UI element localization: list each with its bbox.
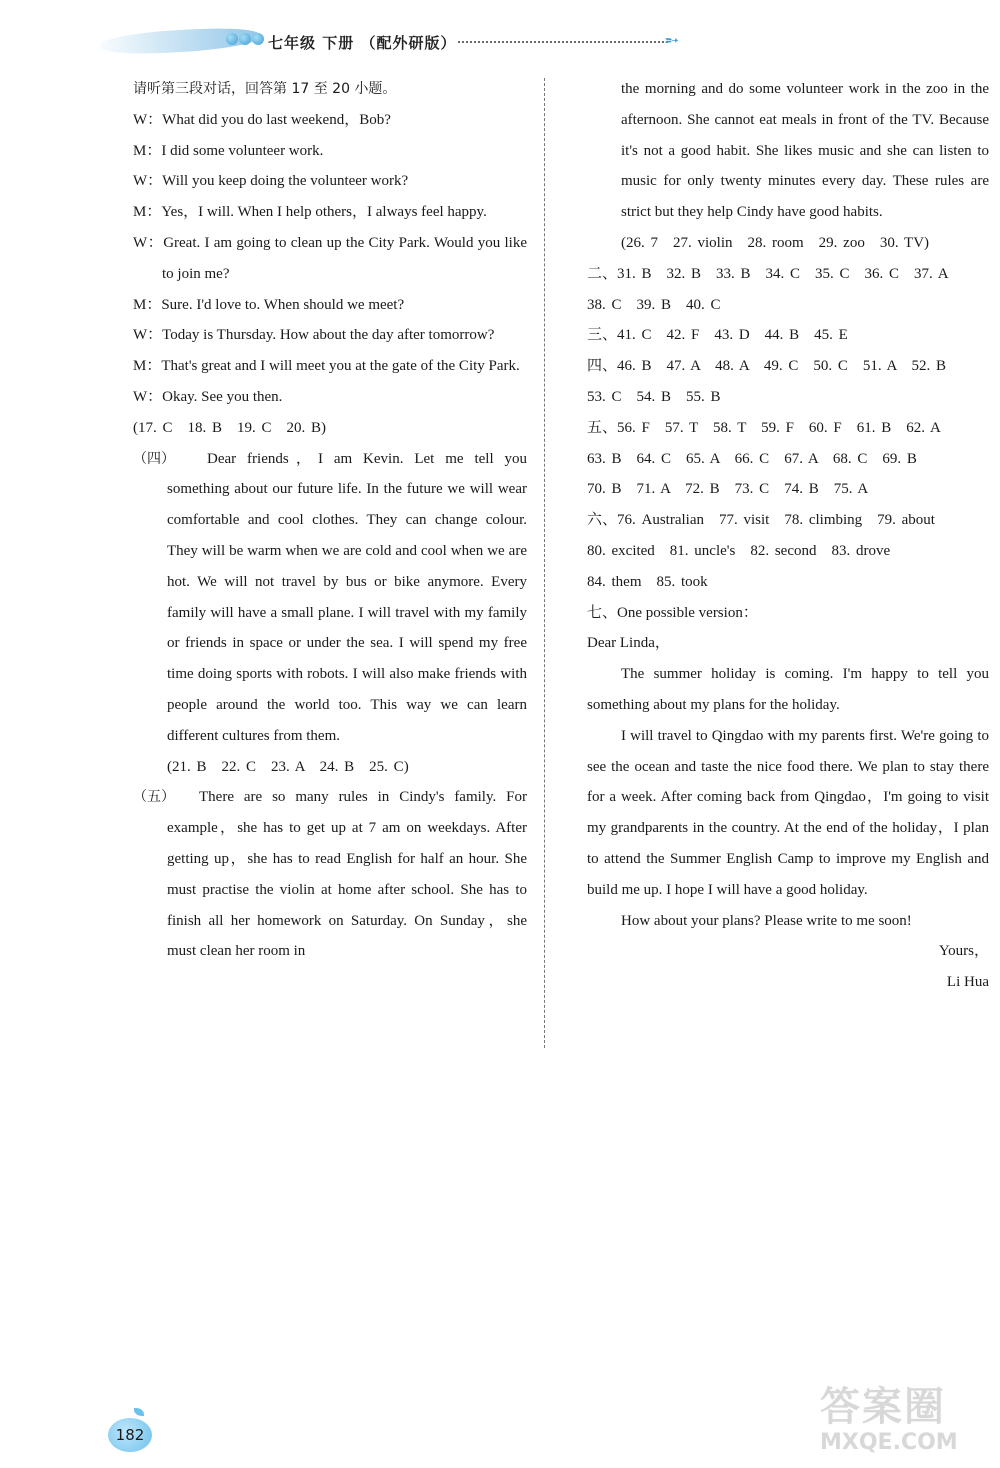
- section-5-passage-continued: the morning and do some volunteer work in the zoo in the afternoon. She cannot eat meals in front of the TV. Because it's not a good habit. She likes music and she can listen to music for only twenty minutes every day. These rules are strict but they help Cindy have good habits.: [621, 81, 989, 221]
- section-5-label: （五）: [133, 789, 175, 806]
- dialogue-line: M：Sure. I'd love to. When should we meet?: [133, 296, 405, 313]
- dialogue-line: W：Okay. See you then.: [133, 388, 283, 405]
- letter-greeting: Dear Linda，: [587, 635, 670, 652]
- section-4-label: （四）: [133, 450, 175, 467]
- dialogue-line: M：I did some volunteer work.: [133, 142, 324, 159]
- left-column: [133, 74, 527, 967]
- answer-key-part-6: 六、76. Australian 77. visit 78. climbing 79. about: [587, 512, 935, 529]
- section-5-block: [133, 782, 527, 967]
- answer-key-21-25: (21. B 22. C 23. A 24. B 25. C): [167, 758, 409, 775]
- listening-instruction: 请听第三段对话，回答第 17 至 20 小题。: [133, 81, 397, 97]
- answer-key-part-2-cont: 38. C 39. B 40. C: [587, 296, 721, 313]
- answer-key-part-5-cont: 70. B 71. A 72. B 73. C 74. B 75. A: [587, 481, 869, 498]
- letter-paragraph: I will travel to Qingdao with my parents first. We're going to see the ocean and taste the nice food there. We plan to stay there for a week. After coming back from Qingdao，I'm going to visit my grandparents in the country. At the end of the holiday，I plan to attend the Summer English Camp to improve my English and build me up. I hope I will have a good holiday.: [587, 727, 989, 898]
- right-column: [587, 74, 989, 998]
- book-title: 七年级 下册 （配外研版）: [268, 34, 457, 52]
- leaf-icon: [134, 1408, 144, 1416]
- section-5-passage: There are so many rules in Cindy's family. For example，she has to get up at 7 am on weekdays. After getting up，she has to read English for half an hour. She must practise the violin at home after school. She has to finish all her homework on Saturday. On Sunday，she must clean her room in: [167, 789, 527, 960]
- header-dotted-rule: [458, 41, 668, 43]
- page-header: [0, 0, 1000, 70]
- arrow-right-icon: ➵: [664, 30, 680, 51]
- watermark: [820, 1385, 995, 1465]
- answer-key-17-20: (17. C 18. B 19. C 20. B): [133, 419, 327, 436]
- answer-key-part-2: 二、31. B 32. B 33. B 34. C 35. C 36. C 37. A: [587, 265, 949, 282]
- section-4-passage: Dear friends，I am Kevin. Let me tell you something about our future life. In the future we will wear comfortable and cool clothes. They can change colour. They will be warm when we are cold and cool when we are hot. We will not travel by bus or bike anymore. Every family will have a small plane. I will travel with my family or friends in space or under the sea. I will spend my free time doing sports with robots. I will also make friends with people around the world too. This way we can learn different cultures from them.: [167, 450, 527, 744]
- dialogue-line: M：Yes，I will. When I help others，I always feel happy.: [133, 204, 487, 221]
- answer-key-part-4: 四、46. B 47. A 48. A 49. C 50. C 51. A 52. B: [587, 358, 947, 375]
- header-bubbles-decoration: [226, 33, 265, 50]
- letter-signature: Li Hua: [946, 974, 989, 991]
- watermark-logo-text: 答案圈: [820, 1384, 946, 1430]
- page-number: 182: [108, 1418, 152, 1452]
- answer-key-part-3: 三、41. C 42. F 43. D 44. B 45. E: [587, 327, 848, 344]
- letter-paragraph: The summer holiday is coming. I'm happy to tell you something about my plans for the holiday.: [587, 666, 989, 713]
- answer-key-part-5-cont: 63. B 64. C 65. A 66. C 67. A 68. C 69. B: [587, 450, 917, 467]
- watermark-url: MXQE.COM: [820, 1430, 958, 1455]
- dialogue-line: W：Will you keep doing the volunteer work?: [133, 173, 409, 190]
- letter-paragraph: How about your plans? Please write to me soon!: [621, 912, 912, 929]
- dialogue-line: W：Today is Thursday. How about the day after tomorrow?: [133, 327, 495, 344]
- answer-key-part-5: 五、56. F 57. T 58. T 59. F 60. F 61. B 62. A: [587, 419, 941, 436]
- answer-key-26-30: (26. 7 27. violin 28. room 29. zoo 30. TV): [621, 234, 930, 251]
- part-7-heading: 七、One possible version：: [587, 604, 758, 621]
- answer-key-part-4-cont: 53. C 54. B 55. B: [587, 388, 721, 405]
- letter-closing: Yours，: [938, 943, 989, 960]
- dialogue-line: W：What did you do last weekend，Bob?: [133, 111, 391, 128]
- answer-key-part-6-cont: 84. them 85. took: [587, 573, 708, 590]
- answer-key-part-6-cont: 80. excited 81. uncle's 82. second 83. drove: [587, 542, 891, 559]
- section-4-block: [133, 444, 527, 752]
- dialogue-line: W：Great. I am going to clean up the City Park. Would you like to join me?: [133, 234, 527, 282]
- column-divider: [544, 78, 545, 1048]
- dialogue-line: M：That's great and I will meet you at the gate of the City Park.: [133, 358, 520, 375]
